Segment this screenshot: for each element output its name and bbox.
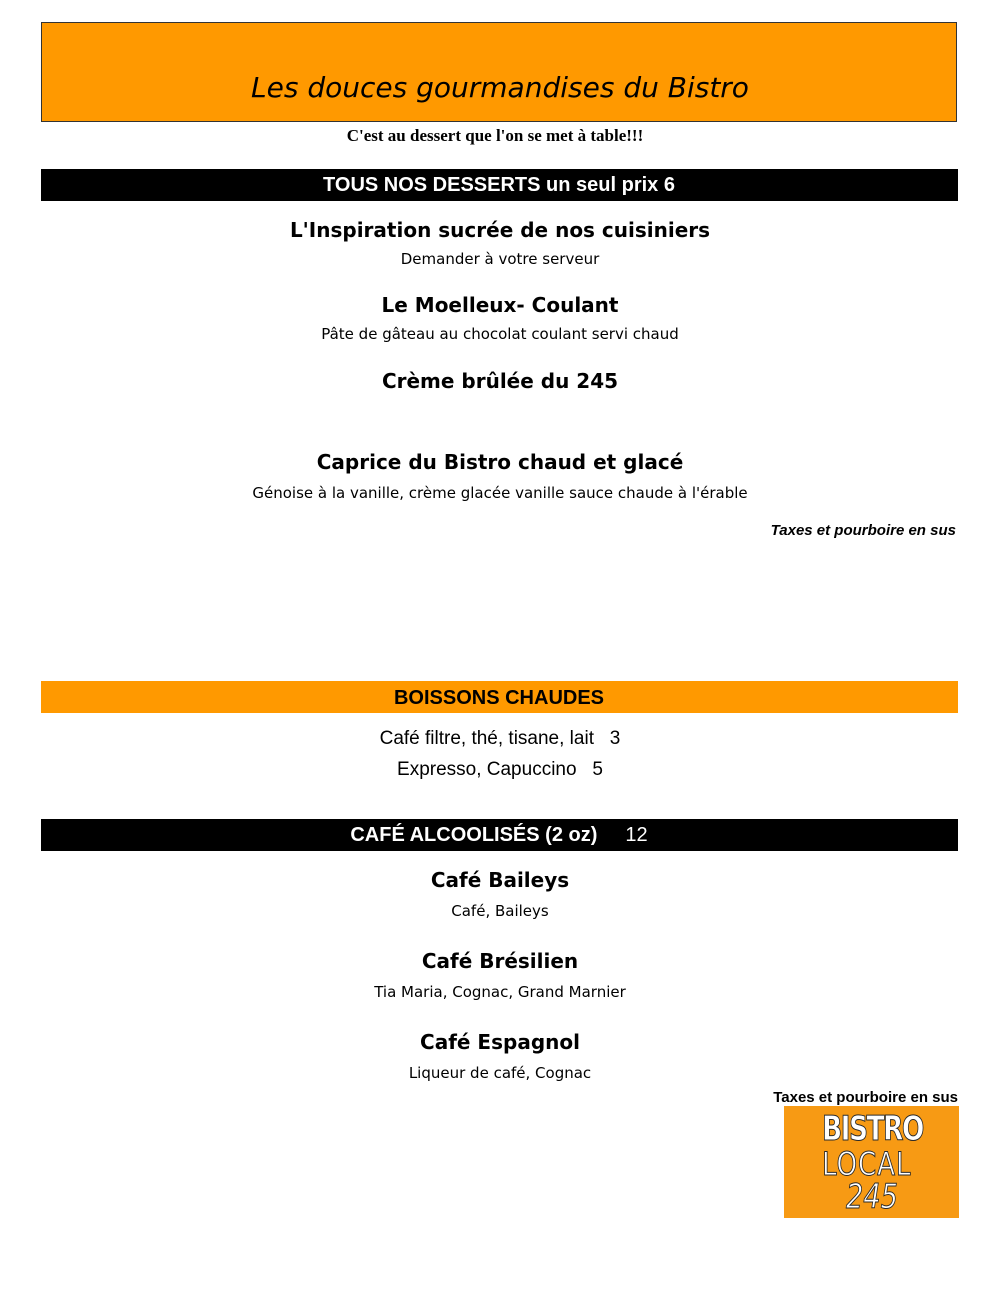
coffee-item-name: Café Baileys: [430, 868, 570, 892]
dessert-item-name: Le Moelleux- Coulant: [381, 293, 619, 317]
logo-line-1: BISTRO: [822, 1109, 923, 1149]
page-title: Les douces gourmandises du Bistro: [251, 71, 749, 104]
dessert-item-name: Crème brûlée du 245: [381, 369, 619, 393]
coffee-item-desc: Tia Maria, Cognac, Grand Marnier: [374, 983, 626, 1001]
dessert-item-desc: Pâte de gâteau au chocolat coulant servi chaud: [321, 325, 679, 343]
coffee-item-name: Café Brésilien: [421, 949, 579, 973]
hot-drinks-header-label: BOISSONS CHAUDES: [393, 687, 605, 709]
dessert-item-name: Caprice du Bistro chaud et glacé: [316, 450, 684, 474]
alcohol-coffees-price: 12: [625, 824, 648, 846]
coffee-item-desc: Café, Baileys: [451, 902, 549, 920]
desserts-header-label: TOUS NOS DESSERTS un seul prix 6: [323, 174, 675, 196]
alcohol-coffees-header: [41, 822, 957, 848]
dessert-item-desc: Génoise à la vanille, crème glacée vanille sauce chaude à l'érable: [252, 484, 748, 502]
alcohol-coffees-header-bar: [41, 819, 958, 851]
desserts-header-bar: [41, 169, 958, 201]
coffee-item-desc: Liqueur de café, Cognac: [408, 1064, 592, 1082]
bistro-logo: [784, 1106, 959, 1218]
page-subtitle: C'est au dessert que l'on se met à table!!!: [346, 126, 644, 145]
hot-drink-item: Café filtre, thé, tisane, lait 3: [379, 728, 621, 749]
logo-line-3: 245: [846, 1177, 898, 1217]
alcohol-coffees-header-label: CAFÉ ALCOOLISÉS (2 oz): [350, 824, 598, 846]
dessert-item-desc: Demander à votre serveur: [400, 250, 600, 268]
logo-line-2: LOCAL: [822, 1145, 912, 1183]
coffee-item-name: Café Espagnol: [420, 1030, 580, 1054]
dessert-item-name: L'Inspiration sucrée de nos cuisiniers: [289, 218, 711, 242]
tax-note: Taxes et pourboire en sus: [770, 522, 956, 539]
hot-drinks-header-bar: [41, 681, 958, 713]
hot-drink-item: Expresso, Capuccino 5: [397, 759, 603, 780]
tax-note: Taxes et pourboire en sus: [773, 1089, 958, 1106]
